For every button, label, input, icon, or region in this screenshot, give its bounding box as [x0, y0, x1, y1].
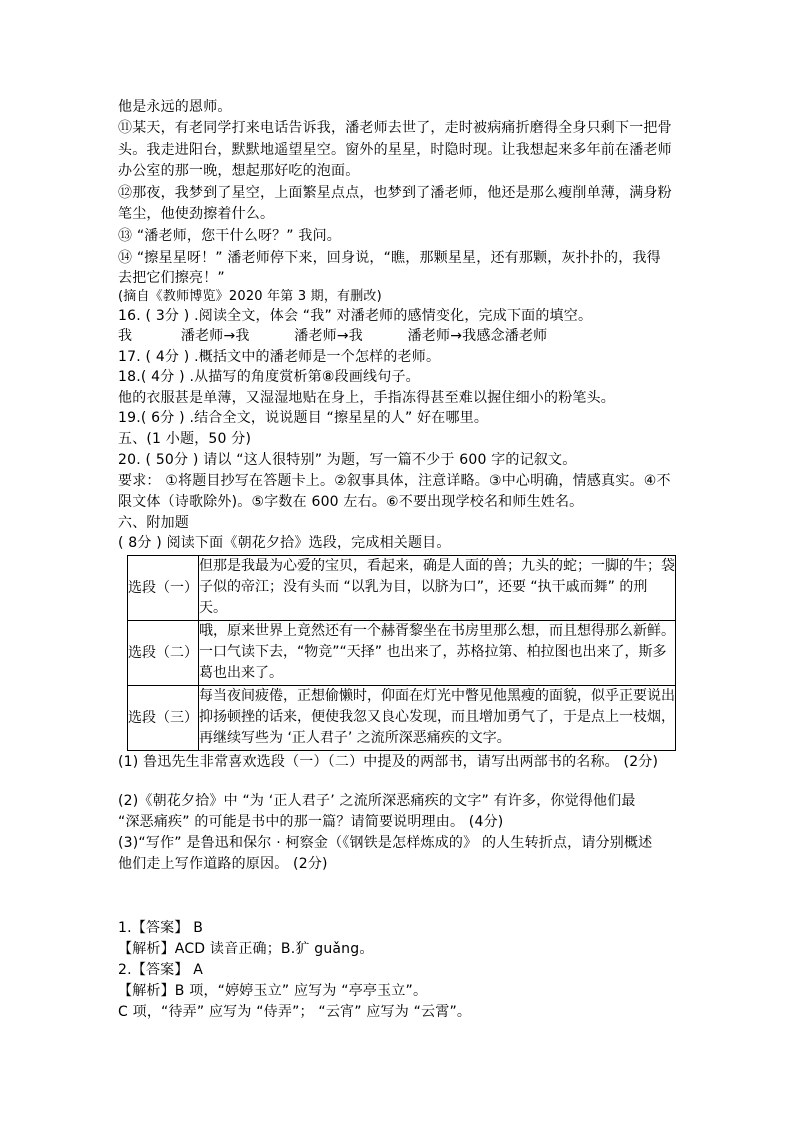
answer-line: 【解析】B 项，“婷婷玉立” 应写为 “亭亭玉立”。: [118, 983, 428, 999]
table-row: [128, 556, 676, 621]
question-16: 16. ( 3分 ) .阅读全文，体会 “我” 对潘老师的感情变化，完成下面的填空。: [118, 308, 593, 324]
subquestion-3: 他们走上写作道路的原因。 (2分): [118, 856, 328, 872]
subquestion-2: (2)《朝花夕拾》中 “为 ‘正人君子’ 之流所深恶痛疾的文字” 有许多，你觉得他们最: [118, 793, 636, 809]
excerpt-text: [199, 556, 676, 621]
section-6-heading: 六、附加题: [118, 515, 189, 531]
table-row: [128, 621, 676, 686]
passage-line: ⑪某天，有老同学打来电话告诉我，潘老师去世了，走时被病痛折磨得全身只剩下一把骨: [118, 120, 672, 136]
excerpt-label: 选段（二）: [128, 621, 199, 686]
question-20-requirements: 限文体（诗歌除外)。⑤字数在 600 左右。⑥不要出现学校名和师生姓名。: [118, 494, 584, 510]
question-20-requirements: 要求： ①将题目抄写在答题卡上。②叙事具体，注意详略。③中心明确，情感真实。④不: [118, 473, 671, 489]
extra-intro: ( 8分 ) 阅读下面《朝花夕拾》选段，完成相关题目。: [118, 535, 451, 551]
passage-line: ⑫那夜，我梦到了星空，上面繁星点点，也梦到了潘老师，他还是那么瘦削单薄，满身粉: [118, 185, 672, 201]
excerpt-label: 选段（一）: [128, 556, 199, 621]
question-20: 20. ( 50分 ) 请以 “这人很特别” 为题，写一篇不少于 600 字的记叙文。: [118, 452, 577, 468]
excerpt-line: 但那是我最为心爱的宝贝，看起来，确是人面的兽；九头的蛇；一脚的牛；袋: [199, 558, 675, 574]
passage-line: 他是永远的恩师。: [118, 99, 232, 115]
excerpt-line: 一口气读下去，“物竞”“天择” 也出来了，苏格拉第、柏拉图也出来了，斯多: [199, 644, 667, 660]
question-18: 18.( 4分 ) .从描写的角度赏析第⑧段画线句子。: [118, 369, 420, 385]
fill-item: 潘老师→我感念潘老师: [407, 328, 548, 344]
fill-item: 潘老师→我: [294, 328, 363, 344]
subquestion-2: “深恶痛疾” 的可能是书中的那一篇？请简要说明理由。 (4分): [118, 814, 504, 830]
subquestion-1: (1) 鲁迅先生非常喜欢选段（一）（二）中提及的两部书，请写出两部书的名称。 (2分): [118, 754, 659, 770]
section-5-heading: 五、(1 小题，50 分): [118, 431, 252, 447]
answer-line: 【解析】ACD 读音正确；B.犷 guǎng。: [118, 941, 374, 957]
fill-item: 潘老师→我: [180, 328, 250, 344]
excerpt-text: [199, 621, 676, 686]
passage-line: 头。我走进阳台，默默地遥望星空。窗外的星星，时隐时现。让我想起来多年前在潘老师: [118, 142, 672, 158]
excerpt-label: 选段（三）: [128, 686, 199, 751]
source-note: (摘自《教师博览》2020 年第 3 期，有删改): [118, 289, 382, 304]
excerpt-text: [199, 686, 676, 751]
answer-line: 1.【答案】 B: [118, 920, 204, 936]
excerpt-line: 每当夜间疲倦，正想偷懒时，仰面在灯光中瞥见他黑瘦的面貌，似乎正要说出: [199, 688, 675, 704]
excerpt-line: 哦，原来世界上竟然还有一个赫胥黎坐在书房里那么想，而且想得那么新鲜。: [199, 623, 675, 639]
question-19: 19.( 6分 ) .结合全文，说说题目 “擦星星的人” 好在哪里。: [118, 410, 489, 426]
excerpt-line: 抑扬顿挫的话来，便使我忽又良心发现，而且增加勇气了，于是点上一枝烟，: [199, 709, 675, 725]
fill-item: 我: [118, 328, 133, 344]
passage-line: 去把它们擦亮！”: [118, 270, 225, 286]
question-17: 17. ( 4分 ) .概括文中的潘老师是一个怎样的老师。: [118, 349, 441, 365]
question-18-quote: 他的衣服甚是单薄，又湿湿地贴在身上，手指冻得甚至难以握住细小的粉笔头。: [118, 390, 615, 406]
answer-line: C 项，“待弄” 应写为 “侍弄”； “云宵” 应写为 “云霄”。: [118, 1004, 472, 1020]
passage-line: ⑬ “潘老师，您干什么呀？” 我问。: [118, 228, 342, 244]
subquestion-3: (3)“写作” 是鲁迅和保尔 · 柯察金（《钢铁是怎样炼成的》 的人生转折点，请分别概述: [118, 835, 653, 851]
excerpt-line: 子似的帝江；没有头而 “以乳为目，以脐为口”，还要 “执干戚而舞” 的刑天。: [199, 579, 648, 616]
answer-line: 2.【答案】 A: [118, 962, 203, 978]
passage-line: 办公室的那一晚，想起那好吃的泡面。: [118, 163, 360, 179]
excerpt-table: [127, 555, 676, 751]
passage-line: 笔尘，他使劲擦着什么。: [118, 206, 275, 222]
excerpt-line: 再继续写些为 ‘正人君子’ 之流所深恶痛疾的文字。: [199, 730, 511, 746]
table-row: [128, 686, 676, 751]
passage-line: ⑭ “擦星星呀！” 潘老师停下来，回身说，“瞧，那颗星星，还有那颗，灰扑扑的，我得: [118, 250, 661, 266]
excerpt-line: 葛也出来了。: [199, 665, 283, 681]
question-16-fill: [118, 326, 547, 346]
